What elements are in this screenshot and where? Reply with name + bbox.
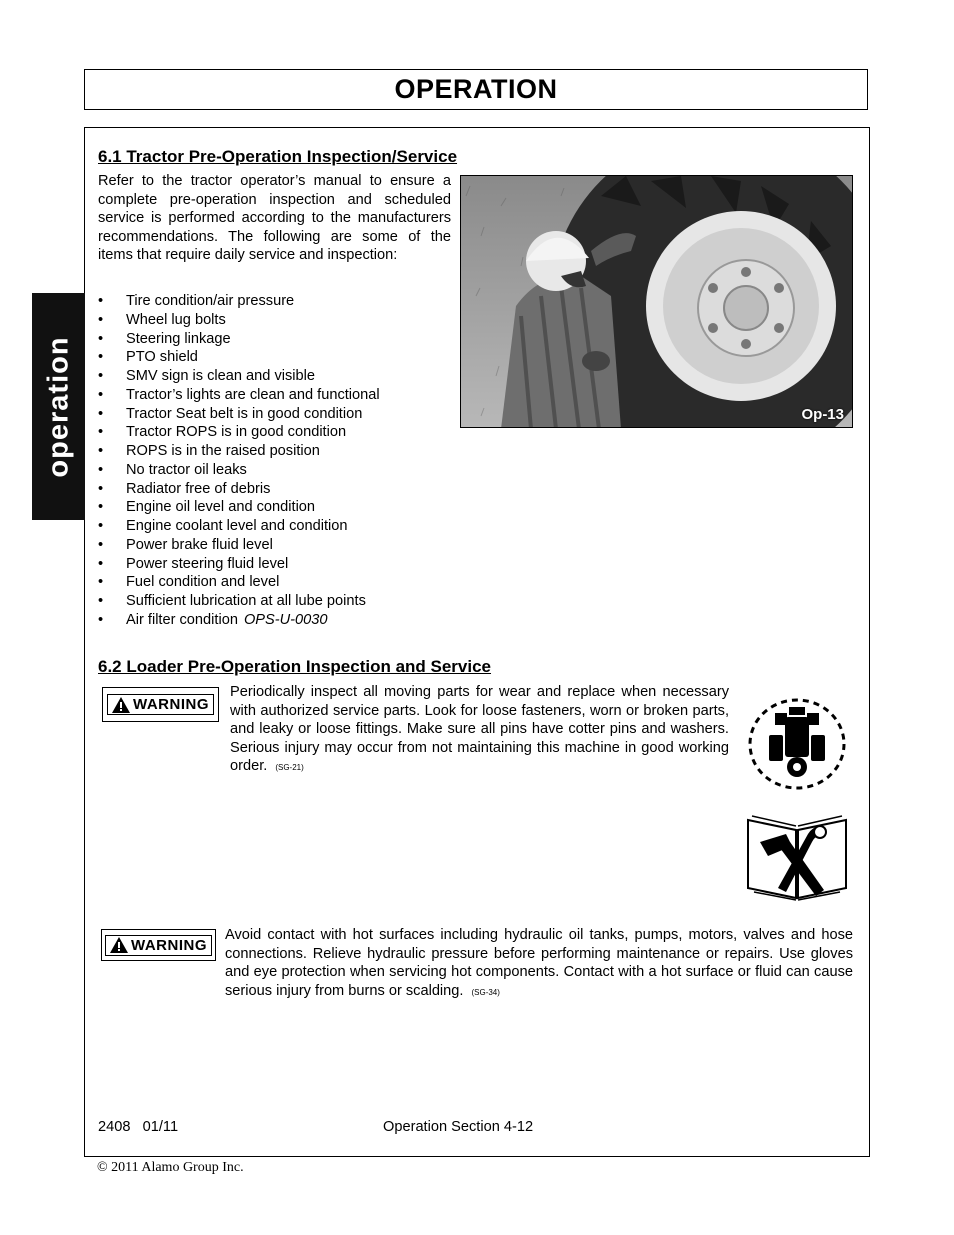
warning-1-body: Periodically inspect all moving parts for wear and replace when necessary with authorized service parts. Look for loose fasteners, worn or broken parts, and leaky or loose fittings. Make sure all pins have cotter pins and washers. Serious injury may occur from not maintaining this machine in good working order.	[230, 684, 729, 775]
inspection-list-item	[98, 330, 380, 349]
bullet-icon: •	[98, 480, 104, 497]
inspection-list-item-label: Power brake fluid level	[126, 536, 273, 553]
section-heading-6-2: 6.2 Loader Pre-Operation Inspection and Service	[98, 657, 492, 676]
inspection-list-item	[98, 348, 380, 367]
inspection-list-item	[98, 461, 380, 480]
inspection-list-item-label: SMV sign is clean and visible	[126, 368, 315, 384]
page-header	[84, 69, 868, 110]
page-section: Operation Section 4-12	[383, 1119, 534, 1135]
bullet-icon: •	[98, 405, 104, 422]
inspection-list-item-label: Tractor’s lights are clean and functional	[126, 386, 380, 403]
inspection-list-item-label: Sufficient lubrication at all lube points	[126, 593, 366, 609]
tractor-safety-icon	[745, 695, 849, 793]
inspection-list-item-label: No tractor oil leaks	[126, 461, 247, 478]
list-code-ref: OPS-U-0030	[243, 611, 328, 628]
inspection-list-item	[98, 517, 380, 536]
bullet-icon: •	[98, 555, 104, 572]
inspection-list-item	[98, 611, 380, 630]
warning-text-2	[225, 926, 853, 1002]
inspection-list-item	[98, 480, 380, 499]
bullet-icon: •	[98, 518, 104, 534]
inspection-list-item	[98, 292, 380, 311]
inspection-list-item	[98, 592, 380, 611]
tire-inspection-image	[461, 176, 853, 428]
warning-2-body: Avoid contact with hot surfaces including hydraulic oil tanks, pumps, motors, valves and hose connections. Relieve hydraulic pressure before performing maintenance or repairs. Use gloves and eye protection when servicing hot components. Contact with a hot surface or fluid can cause serious injury from burns or scalding.	[225, 927, 853, 999]
inspection-list	[98, 292, 380, 630]
warning-triangle-icon	[112, 697, 130, 713]
warning-label: WARNING	[133, 696, 209, 713]
inspection-list-item-label: PTO shield	[126, 349, 198, 366]
bullet-icon: •	[98, 386, 104, 403]
bullet-icon: •	[98, 311, 104, 328]
inspection-list-item-label: Tire condition/air pressure	[126, 293, 295, 309]
inspection-list-item	[98, 405, 380, 424]
inspection-list-item-label: Steering linkage	[126, 330, 231, 347]
bullet-icon: •	[98, 293, 104, 309]
bullet-icon: •	[98, 461, 104, 478]
bullet-icon: •	[98, 536, 104, 553]
inspection-list-item-label: Air filter condition	[126, 611, 238, 628]
bullet-icon: •	[98, 611, 104, 628]
bullet-icon: •	[98, 330, 104, 347]
warning-badge-2	[101, 929, 216, 961]
warning-2-ref: (SG-34)	[471, 987, 500, 997]
inspection-list-item	[98, 367, 380, 386]
bullet-icon: •	[98, 349, 104, 366]
warning-label: WARNING	[131, 936, 207, 954]
page-title: OPERATION	[394, 74, 558, 104]
inspection-list-item	[98, 555, 380, 574]
inspection-list-item	[98, 536, 380, 555]
inspection-list-item	[98, 423, 380, 442]
inspection-list-item-label: Radiator free of debris	[126, 480, 271, 497]
bullet-icon: •	[98, 424, 104, 441]
warning-1-ref: (SG-21)	[275, 763, 304, 773]
inspection-list-item	[98, 442, 380, 461]
inspection-list-item-label: Tractor Seat belt is in good condition	[126, 405, 363, 422]
inspection-list-item	[98, 311, 380, 330]
inspection-list-item-label: Engine coolant level and condition	[126, 518, 348, 534]
bullet-icon: •	[98, 593, 104, 609]
inspection-list-item-label: Engine oil level and condition	[126, 499, 316, 516]
inspection-list-item-label: Fuel condition and level	[126, 574, 280, 591]
bullet-icon: •	[98, 368, 104, 384]
section-heading-6-1: 6.1 Tractor Pre-Operation Inspection/Service	[98, 147, 458, 166]
inspection-list-item-label: Tractor ROPS is in good condition	[126, 424, 347, 441]
inspection-list-item	[98, 573, 380, 592]
inspection-list-item	[98, 498, 380, 517]
warning-badge-1	[102, 687, 219, 722]
warning-text-1	[230, 683, 729, 778]
bullet-icon: •	[98, 499, 104, 516]
read-manual-tools-icon	[746, 812, 848, 902]
copyright: © 2011 Alamo Group Inc.	[97, 1160, 244, 1175]
side-tab-label: operation	[42, 335, 74, 478]
bullet-icon: •	[98, 443, 104, 459]
inspection-list-item	[98, 386, 380, 405]
inspection-list-item-label: Power steering fluid level	[126, 555, 289, 572]
warning-triangle-icon	[110, 937, 128, 953]
photo-label: Op-13	[801, 406, 844, 423]
side-tab	[32, 293, 85, 520]
inspection-list-item-label: Wheel lug bolts	[126, 311, 226, 328]
doc-number: 2408 01/11	[98, 1119, 179, 1135]
inspection-list-item-label: ROPS is in the raised position	[126, 443, 320, 459]
bullet-icon: •	[98, 574, 104, 591]
section-intro: Refer to the tractor operator’s manual to ensure a complete pre-operation inspection and scheduled service is performed according to the manufacturers recommendations. The following are some of the items that require daily service and inspection:	[98, 173, 451, 264]
tractor-tire-photo	[460, 175, 853, 428]
